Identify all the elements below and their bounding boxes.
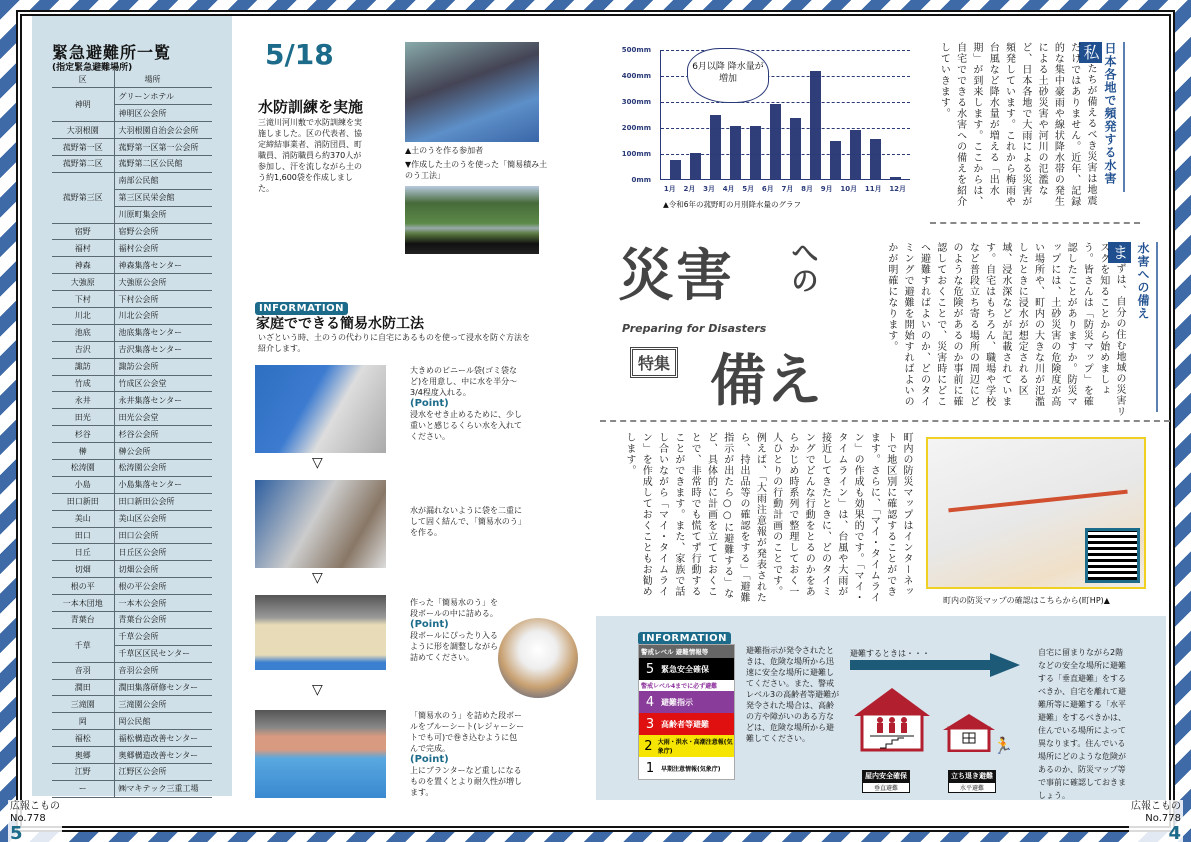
table-row bbox=[52, 561, 212, 578]
table-row bbox=[52, 696, 212, 713]
shelter-area: 大強原 bbox=[52, 274, 114, 291]
shelter-place: 田光公会堂 bbox=[114, 409, 212, 426]
article1-body: 私たちが備えるべき災害は地震だけではありません。近年、記録的な集中豪雨や線状降水帯の発生による土砂災害や河川の氾濫など、日本各地で大雨による災害が頻発しています。これから梅雨や台風など降水量が増える「出水期」が到来します。ここからは、自宅でできる水害への備えを紹介していきます。 bbox=[938, 42, 1100, 207]
shelter-place: 田口新田公会所 bbox=[114, 493, 212, 510]
step-arrow-icon: ▽ bbox=[312, 682, 323, 698]
bar bbox=[770, 104, 781, 179]
shelter-place: ㈱マキテック三重工場 bbox=[114, 780, 212, 797]
y-tick-label: 500mm bbox=[621, 46, 651, 54]
drop-cap: 私 bbox=[1081, 44, 1100, 61]
step-arrow-icon: ▽ bbox=[312, 570, 323, 586]
level-warning: 警戒レベル4までに必ず避難 bbox=[639, 680, 734, 691]
sandbag-wall-photo bbox=[405, 186, 539, 254]
evacuation-text: 自宅に留まりながら2階などの安全な場所に避難する「垂直避難」をするべきか、自宅を離れて避難所等に避難する「水平避難」をするべきかは、住んでいる場所によって異なります。住んでいる場所にどのような危険があるのか、防災マップ等で事前に確認しておきましょう。 bbox=[1038, 648, 1126, 800]
x-tick-label: 5月 bbox=[742, 185, 755, 193]
shelter-area: 一本木団地 bbox=[52, 595, 114, 612]
y-tick-label: 200mm bbox=[621, 124, 651, 132]
article3-body: 町内の防災マップはインターネットで地区別に確認することができます。さらに、「マイ・タイムライン」の作成も効果的です。「マイ・タイムライン」は、台風や大雨が接近してきたときに、どのタイミングでどんな行動をとるのかをあらかじめ時系列で整理しておく一人ひとりの行動計画のことです。例えば、「大雨注意報が発表されたら、持出品等の確認をする」「避難指示が出たら○○に避難する」など、具体的に計画を立てておくことで、非常時でも慌てず行動することができます。また、家族で話し合いながら「マイ・タイムライン」を作成しておくこともお勧めします。 bbox=[623, 432, 912, 603]
shelter-area: 日丘 bbox=[52, 544, 114, 561]
table-row bbox=[52, 628, 212, 645]
training-title: 水防訓練を実施 bbox=[258, 98, 364, 116]
x-tick-label: 10月 bbox=[840, 185, 858, 193]
shelter-area: ー bbox=[52, 780, 114, 797]
shelter-area: 池底 bbox=[52, 324, 114, 341]
shelter-place: 第三区民栄会館 bbox=[114, 189, 212, 206]
table-row bbox=[52, 172, 212, 189]
shelter-area: 奥郷 bbox=[52, 747, 114, 764]
step-arrow-icon: ▽ bbox=[312, 455, 323, 471]
shelter-place: 川北公会所 bbox=[114, 307, 212, 324]
bar bbox=[870, 139, 881, 179]
table-row bbox=[52, 443, 212, 460]
table-row bbox=[52, 307, 212, 324]
shelter-place: 杉谷公会所 bbox=[114, 426, 212, 443]
y-axis-labels bbox=[615, 42, 655, 185]
shelter-place: 下村公会所 bbox=[114, 291, 212, 308]
shelter-area: 菰野第一区 bbox=[52, 139, 114, 156]
shelter-place: 潤田集落研修センター bbox=[114, 679, 212, 696]
shelter-place: 諏訪公会所 bbox=[114, 358, 212, 375]
horizontal-evac-tag: 立ち退き避難 水平避難 bbox=[948, 770, 996, 793]
shelter-place: 神森集落センター bbox=[114, 257, 212, 274]
hazard-map-caption: 町内の防災マップの確認はこちらから(町HP)▲ bbox=[943, 596, 1110, 605]
photo-caption-1: ▲土のうを作る参加者 bbox=[405, 146, 484, 155]
house-vertical-evac-icon bbox=[852, 686, 932, 752]
step3-text: 作った「簡易水のう」を段ボールの中に詰める。 (Point) 段ボールにぴったり入るように形を調整しながら詰めてください。 bbox=[410, 598, 498, 662]
shelter-area: 神森 bbox=[52, 257, 114, 274]
house-horizontal-evac-icon bbox=[942, 712, 997, 752]
shelter-area: 宿野 bbox=[52, 223, 114, 240]
shelter-area: 杉谷 bbox=[52, 426, 114, 443]
table-row bbox=[52, 747, 212, 764]
shelter-place: 榊公会所 bbox=[114, 443, 212, 460]
shelter-place: 竹成区公会堂 bbox=[114, 375, 212, 392]
table-row bbox=[52, 679, 212, 696]
info-badge-diy: INFORMATION bbox=[255, 296, 348, 315]
table-row bbox=[52, 291, 212, 308]
table-row bbox=[52, 730, 212, 747]
table-row bbox=[52, 476, 212, 493]
vertical-evac-tag: 屋内安全確保 垂直避難 bbox=[862, 770, 910, 793]
x-tick-label: 3月 bbox=[703, 185, 715, 193]
hazard-map-image bbox=[926, 437, 1146, 589]
shelter-place: 奥郷構造改善センター bbox=[114, 747, 212, 764]
bar bbox=[890, 177, 901, 179]
shelter-area: 切畑 bbox=[52, 561, 114, 578]
divider bbox=[930, 222, 1140, 224]
shelter-area: 田口 bbox=[52, 527, 114, 544]
y-tick-label: 0mm bbox=[631, 176, 651, 184]
bar bbox=[690, 153, 701, 179]
shelter-area: 根の平 bbox=[52, 578, 114, 595]
shelter-place: 江野区公会所 bbox=[114, 764, 212, 781]
table-row bbox=[52, 88, 212, 105]
bar bbox=[830, 141, 841, 179]
shelter-place: 一本木公会所 bbox=[114, 595, 212, 612]
levels-text: 避難指示が発令されたときは、危険な場所から迅速に安全な場所に避難してください。また、警戒レベル3の高齢者等避難が発令された場合は、高齢の方や障がいのある方などは、危険な場所から避難してください。 bbox=[746, 646, 840, 743]
shelter-place: 宿野公会所 bbox=[114, 223, 212, 240]
shelter-area: 千草 bbox=[52, 628, 114, 662]
shelter-place: 松涛園公会所 bbox=[114, 459, 212, 476]
shelter-area: 岡 bbox=[52, 713, 114, 730]
y-tick-label: 100mm bbox=[621, 150, 651, 158]
y-tick-label: 400mm bbox=[621, 72, 651, 80]
training-date: 5/18 bbox=[265, 38, 334, 71]
article2-body: まずは、自分の住む地域の災害リスクを知ることから始めましょう。皆さんは「防災マップ」を確認したことがありますか。防災マップには、土砂災害の危険度が高い場所や、町内の大きな川が氾濫したときに浸水が想定される区域、浸水深などが記載されています。自宅はもちろん、職場や学校など普段立ち寄る場所の周辺にどのような危険があるのか事前に確認しておくことで、災害時にどこへ避難すればよいのか、どのタイミングで避難を開始すればよいのかが明確になります。 bbox=[885, 242, 1129, 417]
table-row bbox=[52, 257, 212, 274]
table-row bbox=[52, 274, 212, 291]
qr-code[interactable] bbox=[1085, 528, 1140, 583]
running-person-icon: 🏃 bbox=[993, 736, 1013, 755]
shelter-place: 南部公民館 bbox=[114, 172, 212, 189]
shelter-place: 池底集落センター bbox=[114, 324, 212, 341]
x-tick-label: 11月 bbox=[864, 185, 882, 193]
table-row bbox=[52, 341, 212, 358]
shelter-place: 根の平公会所 bbox=[114, 578, 212, 595]
chart-caption: ▲令和6年の菰野町の月別降水量のグラフ bbox=[663, 200, 802, 209]
shelter-place: 千草公会所 bbox=[114, 628, 212, 645]
diy-intro: いざという時、土のうの代わりに自宅にあるものを使って浸水を防ぐ方法を紹介します。 bbox=[258, 333, 530, 353]
table-row bbox=[52, 392, 212, 409]
table-row bbox=[52, 493, 212, 510]
shelter-place: 田口公会所 bbox=[114, 527, 212, 544]
table-row bbox=[52, 409, 212, 426]
shelter-place: 千草区区民センター bbox=[114, 645, 212, 662]
table-row bbox=[52, 578, 212, 595]
shelter-area: 吉沢 bbox=[52, 341, 114, 358]
alert-levels-table: 警戒レベル 避難情報等 5 緊急安全確保 警戒レベル4までに必ず避難 4 避難指示 3 高齢者等避難 2 大雨・洪水・高潮注意報(気象庁) 1 早期注意情報(気象庁) bbox=[638, 644, 735, 780]
table-row bbox=[52, 358, 212, 375]
table-row bbox=[52, 155, 212, 172]
shelter-place: 菰野第二区公民館 bbox=[114, 155, 212, 172]
table-row bbox=[52, 595, 212, 612]
training-body: 三滝川河川敷で水防訓練を実施しました。区の代表者、協定締結事業者、消防団員、町職員、消防職員ら約370人が参加し、汗を流しながら土のう約1,600袋を作成しました。 bbox=[258, 118, 362, 193]
shelter-place: 福村公会所 bbox=[114, 240, 212, 257]
shelter-area: 竹成 bbox=[52, 375, 114, 392]
table-row bbox=[52, 122, 212, 139]
shelter-place: 音羽公会所 bbox=[114, 662, 212, 679]
shelter-area: 諏訪 bbox=[52, 358, 114, 375]
x-tick-label: 2月 bbox=[683, 185, 696, 193]
bar bbox=[670, 160, 681, 180]
shelter-area: 田口新田 bbox=[52, 493, 114, 510]
bar bbox=[710, 115, 721, 179]
gridline bbox=[661, 102, 910, 103]
x-tick-label: 4月 bbox=[722, 185, 735, 193]
shelter-area: 永井 bbox=[52, 392, 114, 409]
gridline bbox=[661, 50, 910, 51]
shelter-area: 菰野第二区 bbox=[52, 155, 114, 172]
table-row bbox=[52, 780, 212, 797]
shelter-place: 切畑公会所 bbox=[114, 561, 212, 578]
shelter-place: 三滝園公会所 bbox=[114, 696, 212, 713]
shelter-place: 小島集落センター bbox=[114, 476, 212, 493]
shelter-table bbox=[52, 71, 212, 798]
shelter-area: 三滝園 bbox=[52, 696, 114, 713]
step3-photo bbox=[255, 595, 386, 670]
shelter-place: グリーンホテル bbox=[114, 88, 212, 105]
shelter-place: 菰野第一区第一公会所 bbox=[114, 139, 212, 156]
shelter-place: 福松構造改善センター bbox=[114, 730, 212, 747]
shelter-area: 下村 bbox=[52, 291, 114, 308]
level-4: 4 避難指示 bbox=[639, 691, 734, 713]
feature-title: 災害 への Preparing for Disasters 特集 備え bbox=[618, 238, 822, 414]
x-axis-labels bbox=[660, 184, 910, 194]
info-badge-levels: INFORMATION bbox=[638, 626, 731, 645]
level-5: 5 緊急安全確保 bbox=[639, 658, 734, 680]
shelter-place: 永井集落センター bbox=[114, 392, 212, 409]
shelter-area: 菰野第三区 bbox=[52, 172, 114, 223]
shelter-area: 潤田 bbox=[52, 679, 114, 696]
table-row bbox=[52, 324, 212, 341]
table-row bbox=[52, 375, 212, 392]
x-tick-label: 7月 bbox=[781, 185, 794, 193]
shelter-place: 日丘区公会所 bbox=[114, 544, 212, 561]
bar bbox=[750, 126, 761, 179]
shelter-place: 大強原公会所 bbox=[114, 274, 212, 291]
table-row bbox=[52, 764, 212, 781]
shelter-place: 川原町集会所 bbox=[114, 206, 212, 223]
bar bbox=[730, 126, 741, 179]
table-row bbox=[52, 139, 212, 156]
step1-text: 大きめのビニール袋(ゴミ袋など)を用意し、中に水を半分～3/4程度入れる。 (Point) 浸水をせき止めるために、少し重いと感じるくらい水を入れてください。 bbox=[410, 366, 522, 441]
shelter-area: 音羽 bbox=[52, 662, 114, 679]
shelter-panel bbox=[32, 16, 232, 796]
shelter-title: 緊急避難所一覧 bbox=[52, 43, 172, 62]
feature-tag: 特集 bbox=[630, 347, 678, 378]
diy-title: 家庭でできる簡易水防工法 bbox=[256, 316, 424, 332]
table-row bbox=[52, 662, 212, 679]
table-row bbox=[52, 544, 212, 561]
table-row bbox=[52, 223, 212, 240]
shelter-area: 大羽根園 bbox=[52, 122, 114, 139]
shelter-subtitle: (指定緊急避難場所) bbox=[52, 63, 133, 73]
shelter-area: 福村 bbox=[52, 240, 114, 257]
step2-photo bbox=[255, 480, 386, 568]
table-row bbox=[52, 510, 212, 527]
table-row bbox=[52, 527, 212, 544]
table-row bbox=[52, 713, 212, 730]
shelter-area: 神明 bbox=[52, 88, 114, 122]
step4-text: 「簡易水のう」を詰めた段ボールをブルーシート(レジャーシートでも可)で巻き込むように包んで完成。 (Point) 上にプランターなど重しになるものを置くとより耐久性が増します。 bbox=[410, 711, 525, 797]
x-tick-label: 6月 bbox=[761, 185, 774, 193]
evacuation-label: 避難するときは・・・ bbox=[850, 649, 930, 658]
drop-cap: ま bbox=[1110, 244, 1129, 261]
shelter-place: 青葉台公会所 bbox=[114, 612, 212, 629]
y-tick-label: 300mm bbox=[621, 98, 651, 106]
article2-heading: 水害への備え bbox=[1135, 242, 1158, 412]
shelter-area: 田光 bbox=[52, 409, 114, 426]
step2-text: 水が漏れないように袋を二重にして固く結んで、「簡易水のう」を作る。 bbox=[410, 506, 522, 537]
shelter-place: 吉沢集落センター bbox=[114, 341, 212, 358]
divider bbox=[600, 420, 1170, 422]
shelter-area: 美山 bbox=[52, 510, 114, 527]
article1-heading: 日本各地で頻発する水害 bbox=[1102, 42, 1125, 192]
level-3: 3 高齢者等避難 bbox=[639, 713, 734, 735]
shelter-place: 神明区公会所 bbox=[114, 105, 212, 122]
page-number-left: 広報こもの No.778 5 bbox=[10, 801, 60, 842]
x-tick-label: 12月 bbox=[889, 185, 907, 193]
page-number-right: 広報こもの No.778 4 bbox=[1131, 801, 1181, 842]
table-row bbox=[52, 426, 212, 443]
x-tick-label: 8月 bbox=[801, 185, 813, 193]
step1-photo bbox=[255, 365, 386, 453]
level-2: 2 大雨・洪水・高潮注意報(気象庁) bbox=[639, 735, 734, 757]
chart-annotation-burst: 6月以降 降水量が増加 bbox=[687, 48, 769, 103]
photo-caption-2: ▼作成した土のうを使った「簡易積み土のう工法」 bbox=[405, 160, 548, 180]
gridline bbox=[661, 154, 910, 155]
x-tick-label: 1月 bbox=[663, 185, 676, 193]
shelter-area: 福松 bbox=[52, 730, 114, 747]
shelter-area: 青葉台 bbox=[52, 612, 114, 629]
table-row bbox=[52, 459, 212, 476]
shelter-area: 榊 bbox=[52, 443, 114, 460]
step4-photo bbox=[255, 710, 386, 798]
x-tick-label: 9月 bbox=[820, 185, 833, 193]
shelter-place: 美山区公会所 bbox=[114, 510, 212, 527]
gridline bbox=[661, 128, 910, 129]
shelter-place: 大羽根園自治会公会所 bbox=[114, 122, 212, 139]
shelter-area: 江野 bbox=[52, 764, 114, 781]
bar bbox=[810, 71, 821, 179]
river-line bbox=[948, 490, 1127, 513]
cardboard-circle-photo bbox=[498, 618, 578, 698]
header-place: 場所 bbox=[114, 71, 212, 88]
shelter-area: 小島 bbox=[52, 476, 114, 493]
shelter-area: 川北 bbox=[52, 307, 114, 324]
table-row bbox=[52, 612, 212, 629]
arrow-right-icon bbox=[850, 660, 990, 670]
table-row bbox=[52, 240, 212, 257]
header-area: 区 bbox=[52, 71, 114, 88]
sandbag-making-photo bbox=[405, 42, 539, 142]
shelter-area: 松涛園 bbox=[52, 459, 114, 476]
level-1: 1 早期注意情報(気象庁) bbox=[639, 757, 734, 779]
shelter-place: 岡公民館 bbox=[114, 713, 212, 730]
